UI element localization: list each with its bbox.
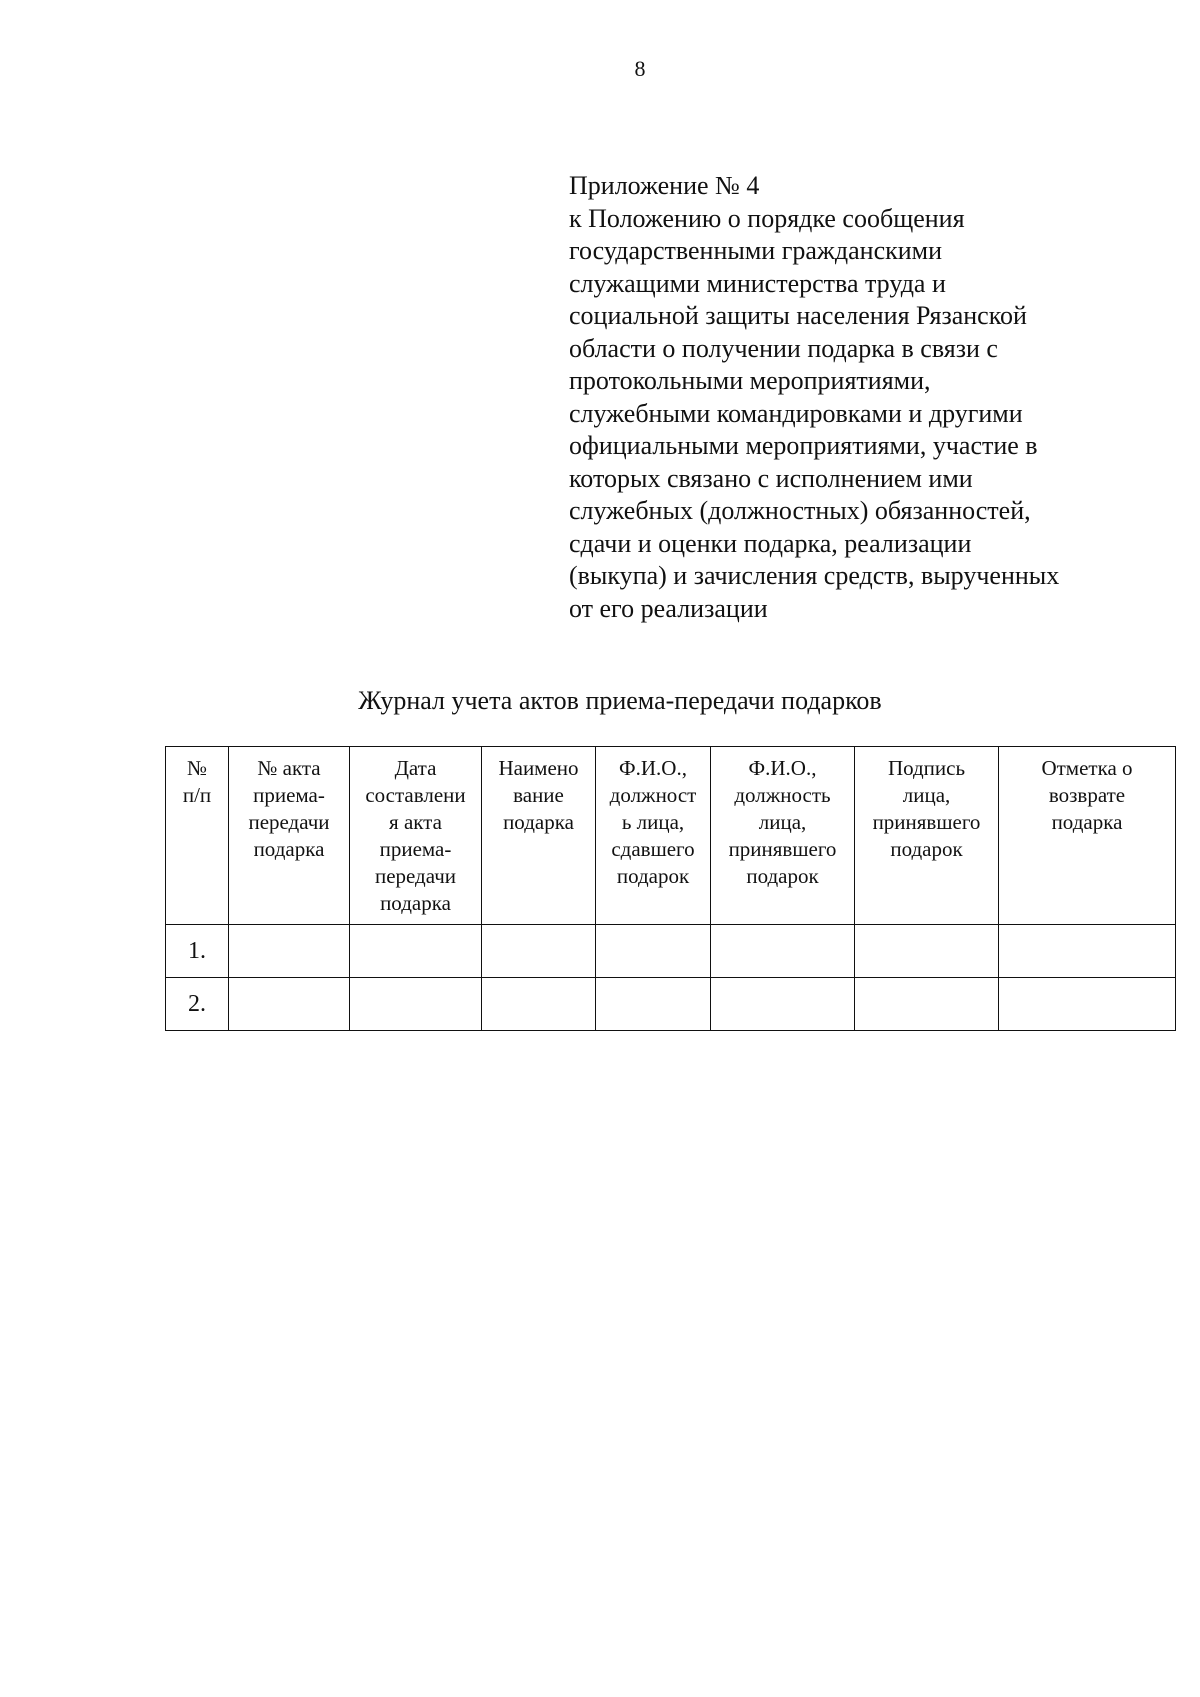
appendix-line: государственными гражданскими: [569, 236, 943, 265]
appendix-line: служебных (должностных) обязанностей,: [569, 496, 1031, 525]
header-giver: Ф.И.О., должност ь лица, сдавшего подарок: [596, 747, 711, 925]
table-cell: [855, 925, 999, 978]
table-header-row: [166, 747, 1176, 925]
journal-table: [165, 746, 1176, 1031]
table-cell: [999, 925, 1176, 978]
appendix-line: Приложение № 4: [569, 171, 760, 200]
table-cell: 2.: [166, 978, 229, 1031]
table-cell: [229, 978, 350, 1031]
table-cell: [596, 925, 711, 978]
page-number: 8: [634, 56, 646, 81]
appendix-line: к Положению о порядке сообщения: [569, 203, 965, 233]
header-gift-name: Наимено вание подарка: [482, 747, 596, 925]
appendix-line: социальной защиты населения Рязанской: [569, 301, 1027, 330]
journal-table-container: [165, 746, 1133, 1046]
table-cell: [999, 978, 1176, 1031]
appendix-header: [569, 170, 1129, 625]
table-cell: [229, 925, 350, 978]
appendix-line: от его реализации: [569, 593, 768, 623]
appendix-line: которых связано с исполнением ими: [569, 463, 973, 493]
journal-title: Журнал учета актов приема-передачи подарков: [358, 686, 882, 715]
table-cell: [855, 978, 999, 1031]
header-number: № п/п: [166, 747, 229, 925]
header-signature: Подпись лица, принявшего подарок: [855, 747, 999, 925]
table-cell: [596, 978, 711, 1031]
table-cell: 1.: [166, 925, 229, 978]
appendix-line: протокольными мероприятиями,: [569, 366, 931, 395]
header-receiver: Ф.И.О., должность лица, принявшего подарок: [711, 747, 855, 925]
appendix-line: служебными командировками и другими: [569, 398, 1023, 428]
appendix-line: официальными мероприятиями, участие в: [569, 431, 1038, 460]
table-cell: [711, 978, 855, 1031]
table-row: [166, 978, 1176, 1031]
appendix-line: сдачи и оценки подарка, реализации: [569, 528, 972, 558]
table-cell: [350, 925, 482, 978]
appendix-line: служащими министерства труда и: [569, 268, 946, 298]
header-act-date: Дата составлени я акта приема- передачи подарка: [350, 747, 482, 925]
table-cell: [350, 978, 482, 1031]
appendix-line: области о получении подарка в связи с: [569, 333, 998, 363]
header-return-mark: Отметка о возврате подарка: [999, 747, 1176, 925]
header-act-number: № акта приема- передачи подарка: [229, 747, 350, 925]
table-row: [166, 925, 1176, 978]
table-cell: [711, 925, 855, 978]
table-cell: [482, 925, 596, 978]
table-cell: [482, 978, 596, 1031]
appendix-line: (выкупа) и зачисления средств, вырученных: [569, 561, 1060, 590]
